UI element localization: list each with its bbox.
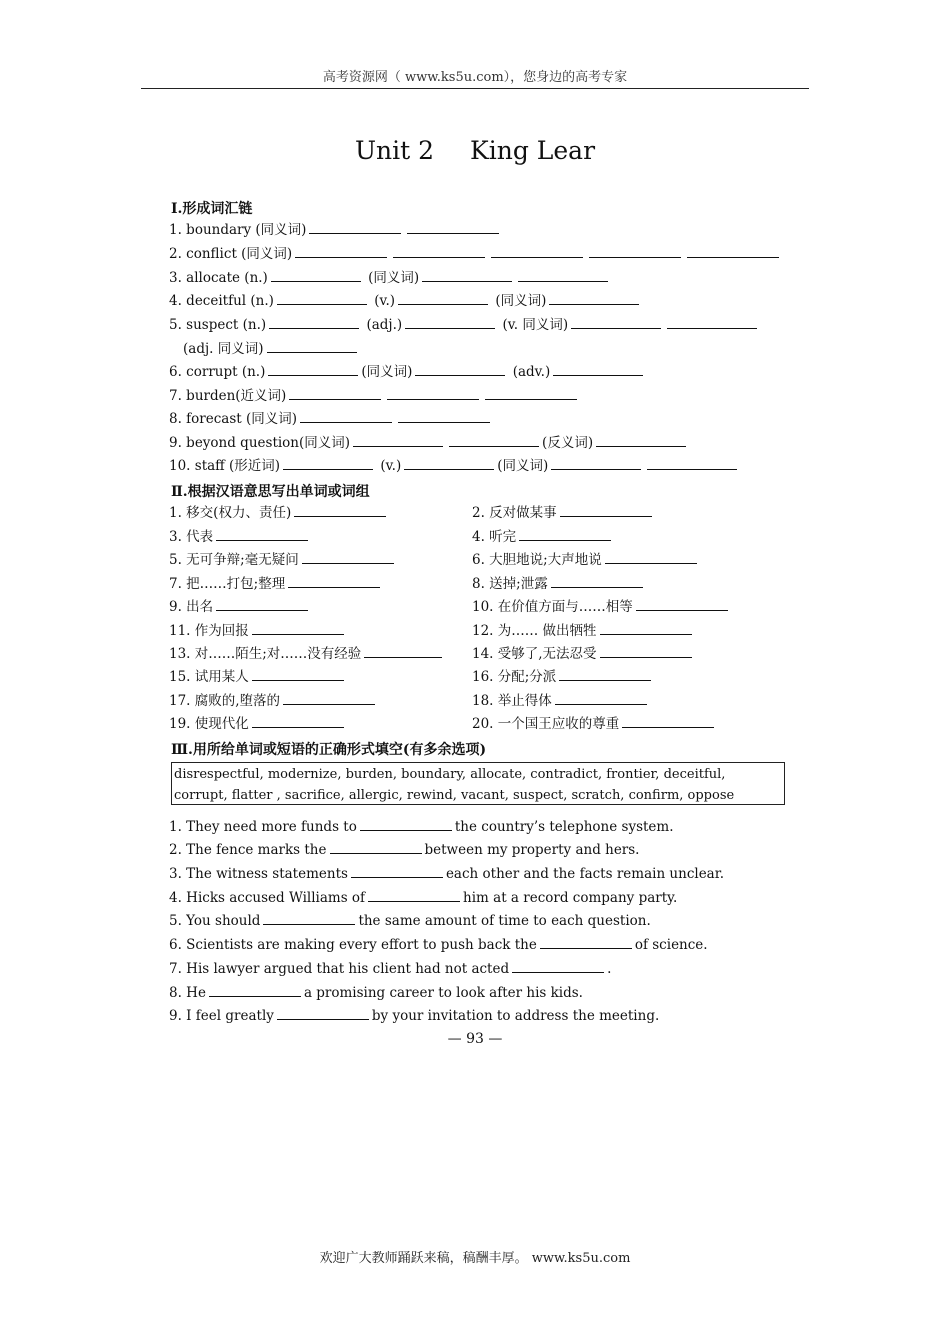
page-title (0, 136, 950, 165)
answer-blank[interactable] (605, 551, 697, 564)
section2-item: 1. 移交(权力、责任) (169, 504, 389, 522)
section1-item: 6. corrupt (n.) (同义词) (adv.) (169, 363, 646, 381)
section2-item: 2. 反对做某事 (472, 504, 655, 522)
section1-heading: Ⅰ.形成词汇链 (171, 201, 253, 217)
answer-blank[interactable] (600, 622, 692, 635)
answer-blank[interactable] (398, 292, 488, 305)
answer-blank[interactable] (368, 889, 460, 902)
answer-blank[interactable] (449, 434, 539, 447)
answer-blank[interactable] (309, 221, 401, 234)
section2-item: 8. 送掉;泄露 (472, 575, 646, 593)
answer-blank[interactable] (485, 387, 577, 400)
section1-item: 1. boundary (同义词) (169, 221, 502, 239)
answer-blank[interactable] (491, 245, 583, 258)
answer-blank[interactable] (387, 387, 479, 400)
word-bank-line: disrespectful, modernize, burden, boundary, allocate, contradict, frontier, deceitful, (174, 767, 726, 782)
sentence-item: 6. Scientists are making every effort to push back the of science. (169, 937, 708, 953)
answer-blank[interactable] (553, 363, 643, 376)
answer-blank[interactable] (393, 245, 485, 258)
answer-blank[interactable] (277, 292, 367, 305)
section1-item: 2. conflict (同义词) (169, 245, 782, 263)
answer-blank[interactable] (216, 598, 308, 611)
unit-label: Unit 2 (354, 136, 435, 165)
section2-item: 9. 出名 (169, 598, 311, 616)
answer-blank[interactable] (589, 245, 681, 258)
answer-blank[interactable] (512, 960, 604, 973)
answer-blank[interactable] (252, 715, 344, 728)
answer-blank[interactable] (289, 387, 381, 400)
answer-blank[interactable] (596, 434, 686, 447)
word-bank-box (171, 762, 785, 805)
section2-item: 5. 无可争辩;毫无疑问 (169, 551, 397, 569)
sentence-item: 3. The witness statements each other and the facts remain unclear. (169, 866, 724, 882)
section2-item: 3. 代表 (169, 528, 311, 546)
section2-item: 15. 试用某人 (169, 668, 347, 686)
answer-blank[interactable] (216, 528, 308, 541)
sentence-item: 7. His lawyer argued that his client had not acted . (169, 961, 612, 977)
answer-blank[interactable] (422, 269, 512, 282)
answer-blank[interactable] (622, 715, 714, 728)
section1-item: 7. burden(近义词) (169, 387, 580, 405)
answer-blank[interactable] (540, 936, 632, 949)
answer-blank[interactable] (407, 221, 499, 234)
section1-item: 5. suspect (n.) (adj.) (v. 同义词) (169, 316, 760, 334)
section2-item: 17. 腐败的,堕落的 (169, 692, 378, 710)
answer-blank[interactable] (647, 457, 737, 470)
answer-blank[interactable] (360, 818, 452, 831)
answer-blank[interactable] (267, 340, 357, 353)
answer-blank[interactable] (263, 912, 355, 925)
answer-blank[interactable] (600, 645, 692, 658)
page-header: 高考资源网（ www.ks5u.com），您身边的高考专家 (322, 70, 628, 85)
answer-blank[interactable] (687, 245, 779, 258)
answer-blank[interactable] (268, 363, 358, 376)
answer-blank[interactable] (415, 363, 505, 376)
answer-blank[interactable] (330, 841, 422, 854)
section2-item: 7. 把……打包;整理 (169, 575, 383, 593)
header-divider (141, 88, 809, 89)
section1-item: 10. staff (形近词) (v.) (同义词) (169, 457, 740, 475)
answer-blank[interactable] (271, 269, 361, 282)
section1-item: 9. beyond question(同义词) (反义词) (169, 434, 689, 452)
section1-item: (adj. 同义词) (183, 340, 360, 358)
sentence-item: 5. You should the same amount of time to each question. (169, 913, 651, 929)
answer-blank[interactable] (636, 598, 728, 611)
answer-blank[interactable] (571, 316, 661, 329)
sentence-item: 2. The fence marks the between my property and hers. (169, 842, 640, 858)
sentence-item: 1. They need more funds to the country’s telephone system. (169, 819, 674, 835)
answer-blank[interactable] (351, 865, 443, 878)
answer-blank[interactable] (252, 622, 344, 635)
answer-blank[interactable] (300, 410, 392, 423)
sentence-item: 8. He a promising career to look after his kids. (169, 985, 583, 1001)
answer-blank[interactable] (209, 984, 301, 997)
section2-item: 10. 在价值方面与……相等 (472, 598, 731, 616)
answer-blank[interactable] (277, 1007, 369, 1020)
answer-blank[interactable] (364, 645, 442, 658)
section2-item: 4. 听完 (472, 528, 614, 546)
answer-blank[interactable] (555, 692, 647, 705)
section2-item: 18. 举止得体 (472, 692, 650, 710)
section2-item: 13. 对……陌生;对……没有经验 (169, 645, 445, 663)
answer-blank[interactable] (252, 668, 344, 681)
section2-item: 20. 一个国王应收的尊重 (472, 715, 717, 733)
answer-blank[interactable] (560, 504, 652, 517)
answer-blank[interactable] (559, 668, 651, 681)
answer-blank[interactable] (353, 434, 443, 447)
answer-blank[interactable] (294, 504, 386, 517)
answer-blank[interactable] (519, 528, 611, 541)
section2-heading: Ⅱ.根据汉语意思写出单词或词组 (171, 484, 370, 500)
section1-item: 8. forecast (同义词) (169, 410, 493, 428)
section3-heading: Ⅲ.用所给单词或短语的正确形式填空(有多余选项) (171, 742, 487, 758)
page-number: — 93 — (447, 1031, 503, 1047)
answer-blank[interactable] (518, 269, 608, 282)
section1-item: 4. deceitful (n.) (v.) (同义词) (169, 292, 642, 310)
section2-item: 6. 大胆地说;大声地说 (472, 551, 700, 569)
page-footer: 欢迎广大教师踊跃来稿，稿酬丰厚。 www.ks5u.com (319, 1251, 631, 1266)
section2-item: 16. 分配;分派 (472, 668, 654, 686)
answer-blank[interactable] (283, 692, 375, 705)
section2-item: 11. 作为回报 (169, 622, 347, 640)
answer-blank[interactable] (302, 551, 394, 564)
sentence-item: 9. I feel greatly by your invitation to address the meeting. (169, 1008, 660, 1024)
section2-item: 14. 受够了,无法忍受 (472, 645, 695, 663)
section2-item: 19. 使现代化 (169, 715, 347, 733)
answer-blank[interactable] (398, 410, 490, 423)
word-bank-line: corrupt, flatter , sacrifice, allergic, rewind, vacant, suspect, scratch, confirm, oppose (174, 788, 735, 803)
answer-blank[interactable] (551, 575, 643, 588)
answer-blank[interactable] (288, 575, 380, 588)
answer-blank[interactable] (551, 457, 641, 470)
answer-blank[interactable] (405, 316, 495, 329)
answer-blank[interactable] (269, 316, 359, 329)
answer-blank[interactable] (404, 457, 494, 470)
answer-blank[interactable] (283, 457, 373, 470)
section2-item: 12. 为…… 做出牺牲 (472, 622, 695, 640)
unit-name: King Lear (470, 136, 596, 165)
answer-blank[interactable] (549, 292, 639, 305)
answer-blank[interactable] (295, 245, 387, 258)
answer-blank[interactable] (667, 316, 757, 329)
sentence-item: 4. Hicks accused Williams of him at a record company party. (169, 890, 678, 906)
section1-item: 3. allocate (n.) (同义词) (169, 269, 611, 287)
